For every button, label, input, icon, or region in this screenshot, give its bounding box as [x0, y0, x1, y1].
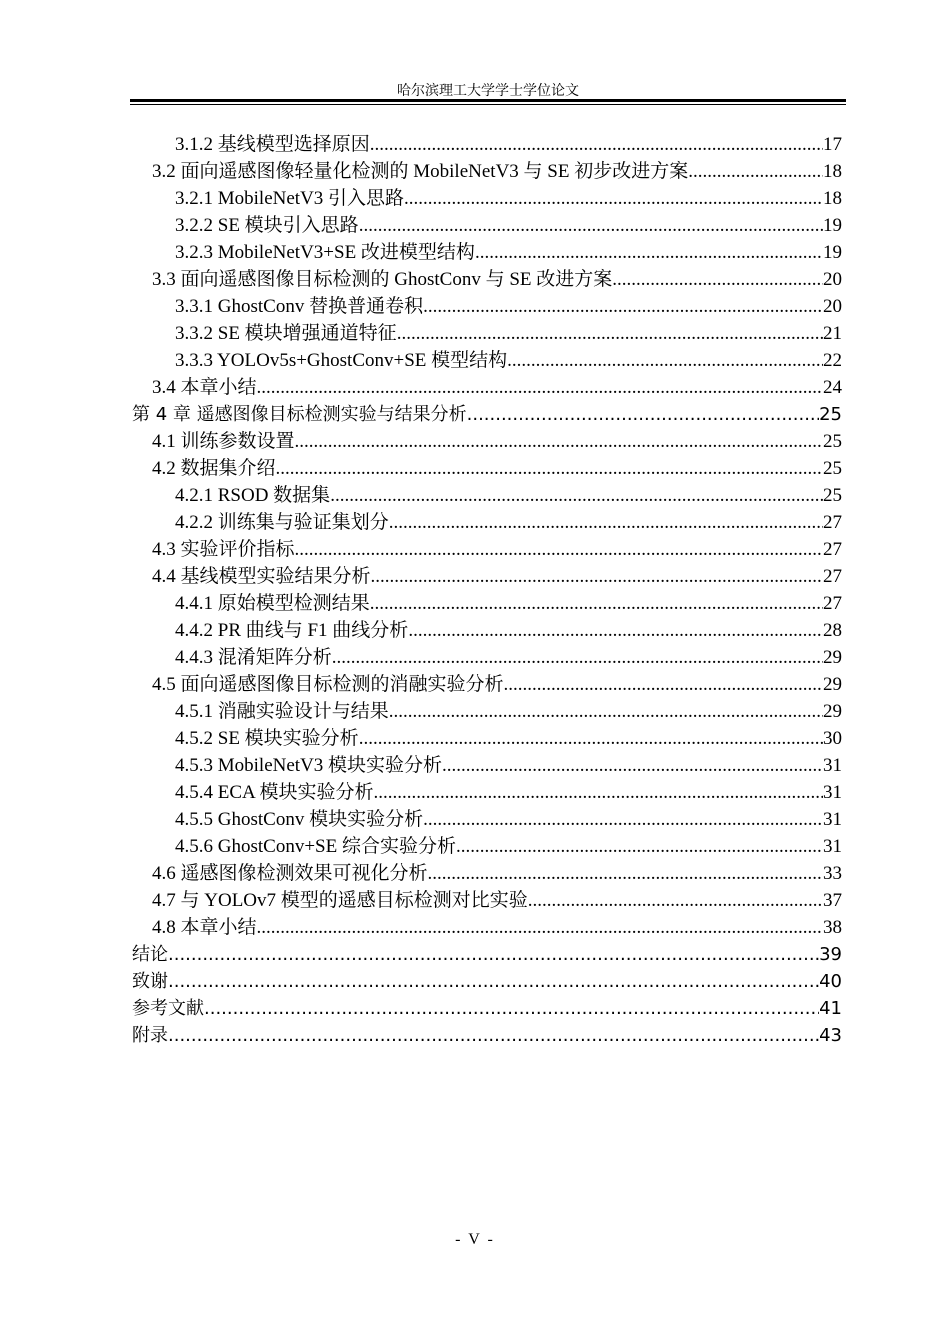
toc-entry[interactable] — [132, 320, 842, 347]
toc-leader-dots — [456, 833, 823, 860]
toc-entry[interactable] — [132, 671, 842, 698]
toc-entry-page: 30 — [823, 728, 842, 749]
toc-entry-title: 4.2.1 RSOD 数据集 — [175, 485, 331, 506]
header-rule-thin — [130, 104, 846, 105]
toc-entry-title: 4.5.2 SE 模块实验分析 — [175, 728, 359, 749]
toc-leader-dots — [389, 698, 823, 725]
toc-leader-dots — [467, 401, 819, 428]
header-rule-thick — [130, 99, 846, 102]
toc-entry-title: 附录 — [132, 1025, 168, 1046]
toc-leader-dots — [404, 185, 823, 212]
toc-entry-page: 25 — [823, 431, 842, 452]
toc-entry[interactable] — [132, 995, 842, 1022]
toc-entry-page: 20 — [823, 269, 842, 290]
toc-entry[interactable] — [132, 806, 842, 833]
toc-entry-title: 4.3 实验评价指标 — [152, 539, 295, 560]
page-number: - V - — [455, 1231, 495, 1248]
toc-leader-dots — [507, 347, 823, 374]
toc-entry[interactable] — [132, 293, 842, 320]
toc-leader-dots — [442, 752, 823, 779]
toc-leader-dots — [528, 887, 823, 914]
toc-entry-page: 28 — [823, 620, 842, 641]
toc-entry-title: 4.4.3 混淆矩阵分析 — [175, 647, 332, 668]
toc-leader-dots — [257, 914, 823, 941]
toc-entry[interactable] — [132, 860, 842, 887]
toc-entry-title: 4.4.1 原始模型检测结果 — [175, 593, 370, 614]
toc-entry-page: 18 — [823, 161, 842, 182]
toc-entry-page: 19 — [823, 215, 842, 236]
toc-leader-dots — [370, 590, 823, 617]
toc-entry-title: 4.2.2 训练集与验证集划分 — [175, 512, 389, 533]
toc-entry-title: 4.4 基线模型实验结果分析 — [152, 566, 371, 587]
toc-entry-page: 43 — [819, 1025, 842, 1046]
toc-entry[interactable] — [132, 239, 842, 266]
toc-entry-title: 4.5 面向遥感图像目标检测的消融实验分析 — [152, 674, 504, 695]
toc-entry[interactable] — [132, 131, 842, 158]
toc-leader-dots — [257, 374, 823, 401]
toc-entry-page: 18 — [823, 188, 842, 209]
toc-entry-title: 3.3.1 GhostConv 替换普通卷积 — [175, 296, 424, 317]
toc-entry-page: 20 — [823, 296, 842, 317]
toc-entry[interactable] — [132, 644, 842, 671]
toc-leader-dots — [168, 968, 819, 995]
toc-entry-title: 第 4 章 遥感图像目标检测实验与结果分析 — [132, 404, 467, 425]
toc-leader-dots — [330, 482, 823, 509]
toc-entry[interactable] — [132, 563, 842, 590]
toc-entry[interactable] — [132, 158, 842, 185]
toc-entry-page: 31 — [823, 836, 842, 857]
toc-leader-dots — [168, 1022, 819, 1049]
toc-entry[interactable] — [132, 374, 842, 401]
toc-entry-title: 3.2.1 MobileNetV3 引入思路 — [175, 188, 405, 209]
toc-entry-page: 27 — [823, 566, 842, 587]
toc-entry[interactable] — [132, 455, 842, 482]
toc-leader-dots — [397, 320, 823, 347]
toc-leader-dots — [370, 131, 823, 158]
toc-entry-title: 3.2.3 MobileNetV3+SE 改进模型结构 — [175, 242, 475, 263]
toc-entry-page: 41 — [819, 998, 842, 1019]
toc-entry-page: 40 — [819, 971, 842, 992]
toc-entry-title: 3.2 面向遥感图像轻量化检测的 MobileNetV3 与 SE 初步改进方案 — [152, 161, 689, 182]
toc-leader-dots — [504, 671, 823, 698]
toc-entry-title: 4.5.1 消融实验设计与结果 — [175, 701, 389, 722]
toc-entry[interactable] — [132, 752, 842, 779]
toc-entry-page: 17 — [823, 134, 842, 155]
toc-leader-dots — [204, 995, 819, 1022]
toc-entry-page: 31 — [823, 782, 842, 803]
toc-entry[interactable] — [132, 536, 842, 563]
toc-entry-title: 参考文献 — [132, 998, 204, 1019]
toc-entry-title: 致谢 — [132, 971, 168, 992]
toc-entry-title: 3.3.3 YOLOv5s+GhostConv+SE 模型结构 — [175, 350, 508, 371]
toc-entry[interactable] — [132, 941, 842, 968]
toc-entry-title: 4.8 本章小结 — [152, 917, 257, 938]
toc-entry-title: 3.2.2 SE 模块引入思路 — [175, 215, 359, 236]
toc-entry-title: 4.5.6 GhostConv+SE 综合实验分析 — [175, 836, 456, 857]
toc-leader-dots — [168, 941, 819, 968]
toc-entry-page: 31 — [823, 755, 842, 776]
toc-entry[interactable] — [132, 347, 842, 374]
toc-leader-dots — [332, 644, 823, 671]
toc-leader-dots — [688, 158, 823, 185]
toc-entry-page: 38 — [823, 917, 842, 938]
toc-entry[interactable] — [132, 266, 842, 293]
toc-entry[interactable] — [132, 968, 842, 995]
toc-entry-title: 3.4 本章小结 — [152, 377, 257, 398]
toc-entry[interactable] — [132, 482, 842, 509]
toc-entry-page: 27 — [823, 512, 842, 533]
toc-entry-page: 27 — [823, 593, 842, 614]
toc-entry-page: 19 — [823, 242, 842, 263]
toc-entry-title: 结论 — [132, 944, 168, 965]
running-header: 哈尔滨理工大学学士学位论文 — [397, 83, 579, 99]
toc-entry[interactable] — [132, 185, 842, 212]
toc-entry-page: 29 — [823, 674, 842, 695]
toc-leader-dots — [423, 806, 823, 833]
toc-leader-dots — [373, 779, 823, 806]
toc-leader-dots — [276, 455, 823, 482]
toc-leader-dots — [359, 212, 823, 239]
toc-entry-title: 4.5.4 ECA 模块实验分析 — [175, 782, 374, 803]
toc-entry-title: 3.1.2 基线模型选择原因 — [175, 134, 370, 155]
toc-entry-title: 4.7 与 YOLOv7 模型的遥感目标检测对比实验 — [152, 890, 528, 911]
toc-entry-page: 37 — [823, 890, 842, 911]
toc-leader-dots — [428, 860, 823, 887]
toc-entry[interactable] — [132, 509, 842, 536]
toc-entry-title: 4.6 遥感图像检测效果可视化分析 — [152, 863, 428, 884]
toc-entry[interactable] — [132, 617, 842, 644]
toc-entry[interactable] — [132, 428, 842, 455]
toc-leader-dots — [389, 509, 823, 536]
toc-entry-title: 3.3 面向遥感图像目标检测的 GhostConv 与 SE 改进方案 — [152, 269, 613, 290]
toc-leader-dots — [295, 428, 823, 455]
toc-entry[interactable] — [132, 698, 842, 725]
toc-entry[interactable] — [132, 401, 842, 428]
toc-leader-dots — [612, 266, 823, 293]
toc-entry[interactable] — [132, 725, 842, 752]
toc-entry-page: 25 — [823, 458, 842, 479]
toc-leader-dots — [359, 725, 823, 752]
table-of-contents — [132, 131, 842, 1049]
toc-entry-page: 22 — [823, 350, 842, 371]
toc-entry-title: 4.1 训练参数设置 — [152, 431, 295, 452]
toc-entry-page: 24 — [823, 377, 842, 398]
toc-entry-page: 33 — [823, 863, 842, 884]
toc-entry-page: 25 — [823, 485, 842, 506]
toc-entry-title: 4.2 数据集介绍 — [152, 458, 276, 479]
toc-entry-page: 31 — [823, 809, 842, 830]
toc-entry-title: 4.5.5 GhostConv 模块实验分析 — [175, 809, 424, 830]
toc-entry-page: 29 — [823, 701, 842, 722]
toc-entry[interactable] — [132, 590, 842, 617]
toc-entry-page: 21 — [823, 323, 842, 344]
toc-entry[interactable] — [132, 833, 842, 860]
toc-entry[interactable] — [132, 887, 842, 914]
toc-entry-page: 39 — [819, 944, 842, 965]
toc-entry[interactable] — [132, 779, 842, 806]
toc-leader-dots — [408, 617, 823, 644]
toc-entry-page: 25 — [819, 404, 842, 425]
toc-leader-dots — [371, 563, 823, 590]
toc-entry-page: 29 — [823, 647, 842, 668]
toc-entry-page: 27 — [823, 539, 842, 560]
toc-entry[interactable] — [132, 1022, 842, 1049]
toc-leader-dots — [295, 536, 823, 563]
toc-entry-title: 4.5.3 MobileNetV3 模块实验分析 — [175, 755, 443, 776]
toc-entry[interactable] — [132, 212, 842, 239]
toc-entry-title: 4.4.2 PR 曲线与 F1 曲线分析 — [175, 620, 409, 641]
toc-leader-dots — [475, 239, 823, 266]
toc-entry-title: 3.3.2 SE 模块增强通道特征 — [175, 323, 397, 344]
toc-entry[interactable] — [132, 914, 842, 941]
toc-leader-dots — [423, 293, 823, 320]
